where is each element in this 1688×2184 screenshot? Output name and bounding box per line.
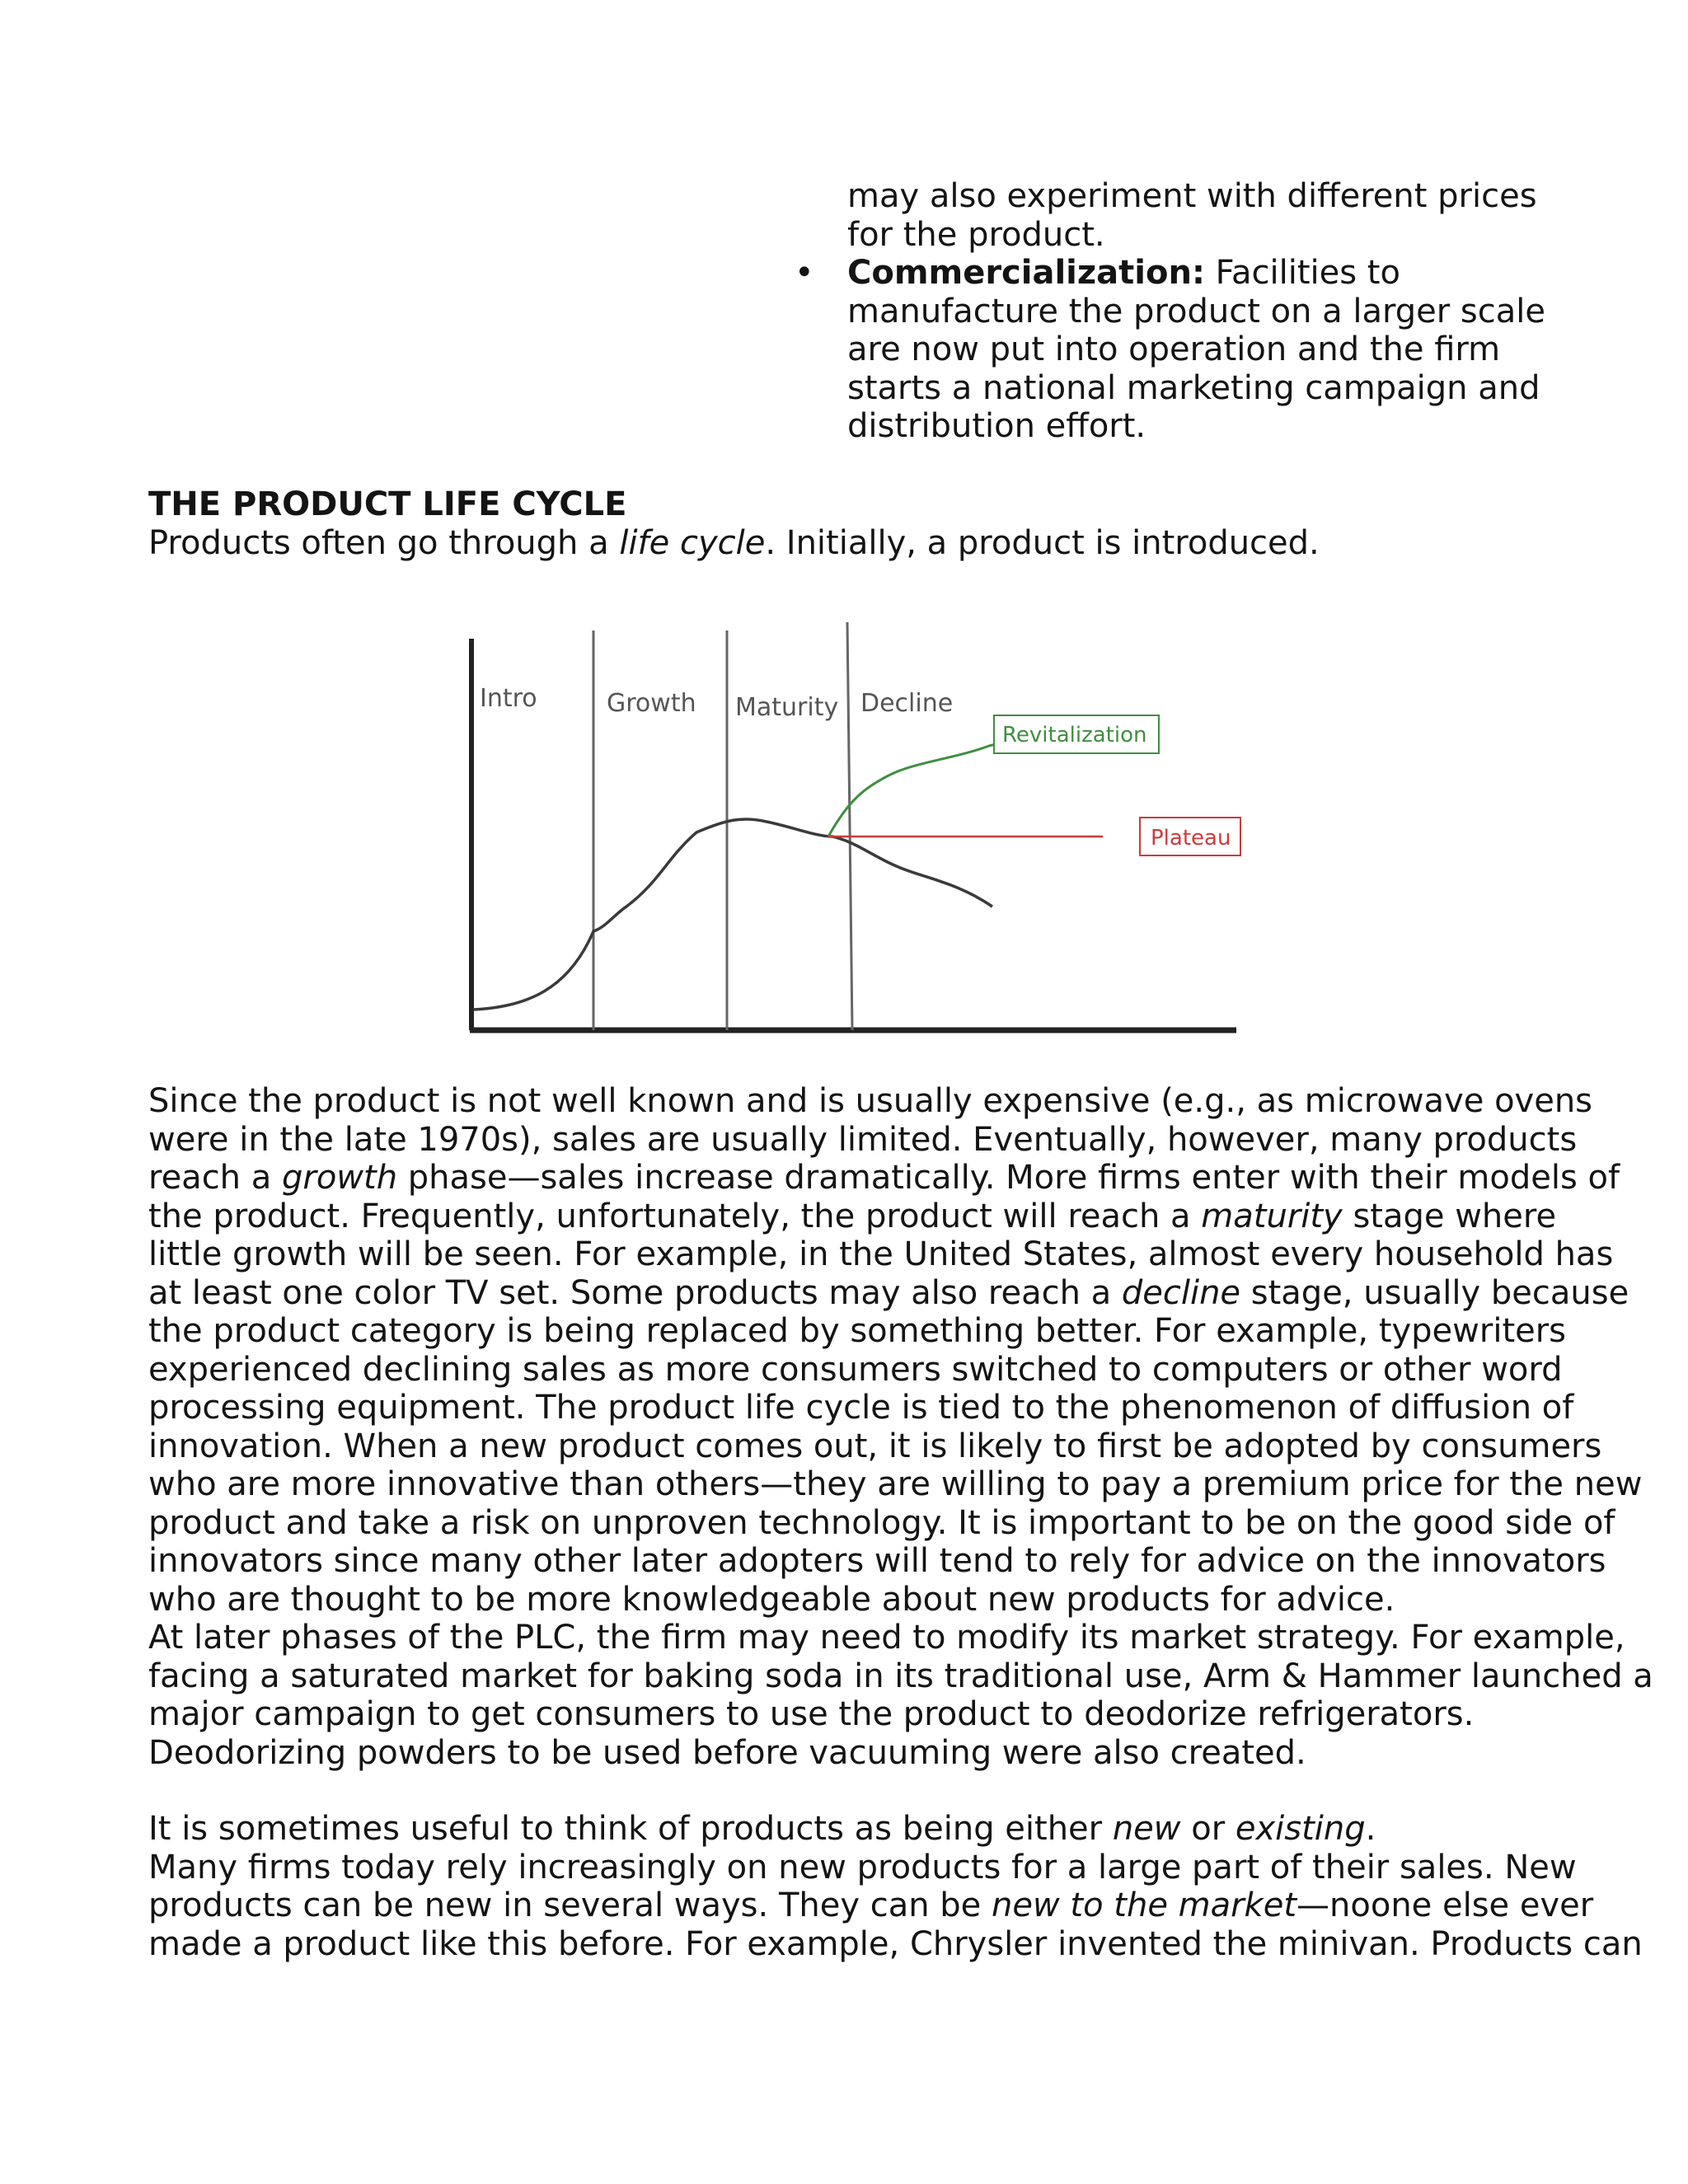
body-paragraph-2 <box>148 1810 1643 1963</box>
text-line <box>148 1581 1533 1619</box>
text-line <box>148 1159 1620 1197</box>
text-line <box>148 1848 1577 1887</box>
text-line <box>148 1657 1653 1696</box>
text-run: or <box>1180 1810 1236 1848</box>
stage-label-decline: Decline <box>860 689 954 718</box>
text-run: made a product like this before. For example, Chrysler invented the minivan. Products can <box>148 1924 1643 1963</box>
italic-term: maturity <box>1201 1197 1343 1235</box>
italic-term: growth <box>281 1159 398 1197</box>
text-run: the product. Frequently, unfortunately, the product will reach a <box>148 1197 1202 1235</box>
text-line <box>148 1542 1606 1581</box>
text-line <box>148 1465 1643 1504</box>
italic-term: new <box>1112 1810 1181 1848</box>
text-run: who are thought to be more knowledgeable about new products for advice. <box>148 1580 1395 1619</box>
product-life-cycle-figure <box>462 610 1253 1047</box>
text-run: . <box>1365 1810 1376 1848</box>
text-run: reach a <box>148 1159 282 1197</box>
text-run: stage, usually because <box>1240 1273 1629 1312</box>
intro-before: Products often go through a <box>148 524 620 562</box>
text-run: —noone else ever <box>1296 1886 1594 1924</box>
text-run: innovation. When a new product comes out, it is likely to first be adopted by consumers <box>148 1427 1602 1465</box>
text-line <box>148 1120 1578 1160</box>
section-heading: THE PRODUCT LIFE CYCLE <box>148 485 627 523</box>
intro-sentence <box>148 524 1320 563</box>
body-paragraph-1 <box>148 1082 1653 1772</box>
italic-term: new to the market <box>992 1886 1297 1924</box>
revitalization-label: Revitalization <box>1002 723 1147 748</box>
text-line <box>148 1619 1625 1657</box>
text-run: Since the product is not well known and is usually expensive (e.g., as microwave ovens <box>148 1082 1593 1120</box>
stage-label-maturity: Maturity <box>735 693 839 722</box>
text-line <box>148 1427 1602 1466</box>
text-run: processing equipment. The product life cycle is tied to the phenomenon of diffusion of <box>148 1389 1574 1427</box>
plateau-label: Plateau <box>1151 826 1231 851</box>
intro-after: . Initially, a product is introduced. <box>765 524 1320 562</box>
text-line <box>148 1734 1533 1773</box>
bullet-line: distribution effort. <box>847 407 1146 445</box>
text-line <box>148 1082 1593 1121</box>
text-run: It is sometimes useful to think of products as being either <box>148 1810 1113 1848</box>
text-run: At later phases of the PLC, the firm may need to modify its market strategy. For example, <box>148 1619 1625 1657</box>
stage-divider <box>847 622 852 1030</box>
text-run: who are more innovative than others—they are willing to pay a premium price for the new <box>148 1465 1643 1503</box>
bullet-line: manufacture the product on a larger scale <box>847 292 1545 330</box>
text-line <box>148 1350 1563 1390</box>
stage-label-growth: Growth <box>607 689 696 718</box>
bullet-icon: • <box>795 254 814 292</box>
text-line <box>148 1197 1557 1236</box>
text-line <box>148 1810 1533 1849</box>
continued-line: for the product. <box>847 215 1105 254</box>
text-run: Deodorizing powders to be used before vacuuming were also created. <box>148 1733 1306 1772</box>
text-run: facing a saturated market for baking soda in its traditional use, Arm & Hammer launched a <box>148 1657 1653 1695</box>
text-line <box>148 1924 1643 1964</box>
text-line <box>148 1695 1533 1734</box>
text-run: Many firms today rely increasingly on new products for a large part of their sales. New <box>148 1848 1577 1886</box>
text-line <box>148 1503 1615 1543</box>
text-run: products can be new in several ways. They can be <box>148 1886 992 1924</box>
text-run: were in the late 1970s), sales are usually limited. Eventually, however, many products <box>148 1120 1578 1159</box>
text-run: at least one color TV set. Some products may also reach a <box>148 1273 1122 1312</box>
text-line <box>148 1886 1594 1925</box>
text-run: innovators since many other later adopters will tend to rely for advice on the innovators <box>148 1542 1606 1580</box>
text-run: little growth will be seen. For example, in the United States, almost every household has <box>148 1235 1614 1273</box>
text-run: product and take a risk on unproven technology. It is important to be on the good side of <box>148 1503 1615 1542</box>
continued-line: may also experiment with different prices <box>847 177 1537 215</box>
italic-term: existing <box>1235 1810 1366 1848</box>
bullet-first-line <box>847 254 1400 293</box>
text-line <box>148 1273 1629 1313</box>
bullet-term: Commercialization: <box>847 254 1205 292</box>
plc-diagram <box>462 610 1253 1047</box>
bullet-line: starts a national marketing campaign and <box>847 368 1540 407</box>
text-line <box>148 1235 1614 1274</box>
italic-term: decline <box>1121 1273 1241 1312</box>
bullet-line: are now put into operation and the firm <box>847 330 1501 368</box>
text-run: phase—sales increase dramatically. More firms enter with their models of <box>397 1159 1620 1197</box>
text-line <box>148 1312 1567 1351</box>
text-line <box>148 1389 1574 1427</box>
intro-italic: life cycle <box>619 524 766 562</box>
text-run: experienced declining sales as more consumers switched to computers or other word <box>148 1350 1563 1389</box>
text-run: stage where <box>1342 1197 1557 1235</box>
bullet-text: Facilities to <box>1204 254 1400 292</box>
text-run: major campaign to get consumers to use the product to deodorize refrigerators. <box>148 1695 1475 1733</box>
sales-curve <box>473 819 992 1010</box>
text-run: the product category is being replaced by something better. For example, typewriters <box>148 1312 1567 1350</box>
stage-label-intro: Intro <box>480 684 537 713</box>
